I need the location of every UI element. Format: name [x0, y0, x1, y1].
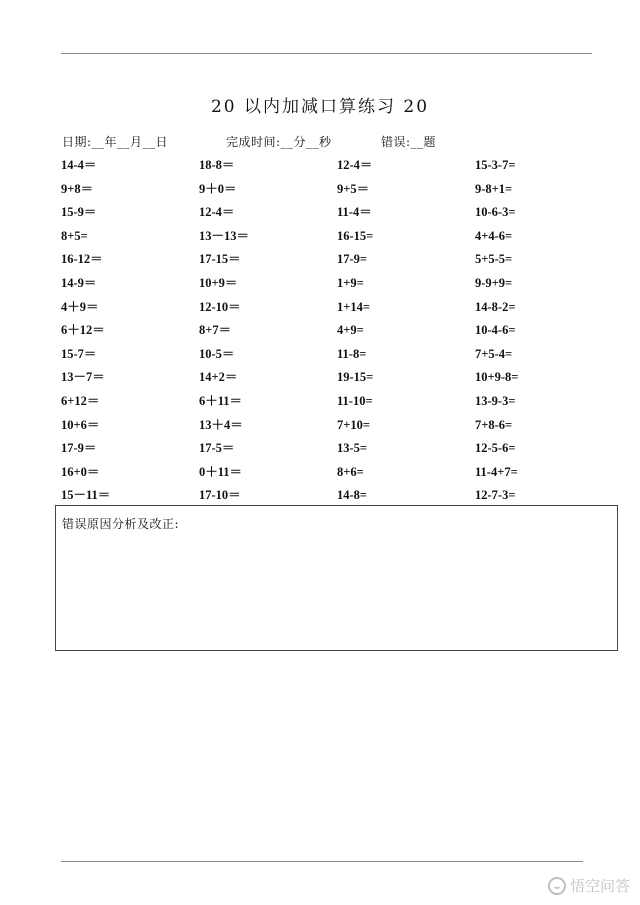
problem-cell: 16+0＝ [61, 464, 100, 479]
error-analysis-box [55, 505, 618, 651]
date-field: 日期:__年__月__日 [62, 135, 169, 149]
problem-cell: 4+9= [337, 323, 364, 338]
error-analysis-label: 错误原因分析及改正: [62, 517, 180, 531]
problem-cell: 8+7＝ [199, 323, 232, 338]
problem-cell: 19-15= [337, 370, 374, 385]
worksheet-title: 20 以内加减口算练习 20 [210, 97, 430, 117]
problem-cell: 0＋11＝ [199, 464, 243, 479]
problem-cell: 16-15= [337, 228, 374, 243]
problem-cell: 14-8= [337, 488, 368, 503]
problem-cell: 10+6＝ [61, 417, 100, 432]
problem-cell: 7+8-6= [475, 417, 513, 432]
problem-cell: 8+6= [337, 464, 364, 479]
problem-cell: 10-4-6= [475, 323, 516, 338]
problem-cell: 17-9= [337, 252, 368, 267]
problem-cell: 17-9＝ [61, 441, 97, 456]
problem-cell: 9＋0＝ [199, 181, 237, 196]
problem-cell: 6+12＝ [61, 393, 100, 408]
error-count-field: 错误:__题 [381, 135, 437, 149]
problem-cell: 12-5-6= [475, 441, 516, 456]
problem-cell: 17-10＝ [199, 488, 241, 503]
problem-cell: 7+10= [337, 417, 370, 432]
problem-cell: 10-6-3= [475, 205, 516, 220]
problem-cell: 15-3-7= [475, 158, 516, 172]
problem-cell: 12-10＝ [199, 299, 241, 314]
problem-cell: 7+5-4= [475, 346, 513, 361]
top-divider [61, 53, 592, 54]
problem-cell: 9-8+1= [475, 181, 513, 196]
problem-cell: 11-10= [337, 393, 373, 408]
problem-cell: 11-8= [337, 346, 367, 361]
problem-cell: 6＋11＝ [199, 393, 243, 408]
problem-cell: 9-9+9= [475, 275, 513, 290]
wukong-logo-icon [548, 877, 566, 895]
problem-cell: 1+9= [337, 275, 364, 290]
problem-cell: 4+4-6= [475, 228, 513, 243]
problem-cell: 13－13＝ [199, 228, 250, 243]
problem-cell: 4＋9＝ [61, 299, 99, 314]
problem-cell: 12-4＝ [199, 205, 235, 220]
problem-cell: 5+5-5= [475, 252, 513, 267]
problem-cell: 10+9＝ [199, 275, 238, 290]
problem-cell: 11-4＝ [337, 205, 372, 220]
problem-cell: 12-7-3= [475, 488, 516, 503]
problem-cell: 10+9-8= [475, 370, 519, 385]
completion-time-field: 完成时间:__分__秒 [226, 135, 332, 149]
problem-cell: 17-15＝ [199, 252, 241, 267]
problem-cell: 13-5= [337, 441, 368, 456]
problem-cell: 9+8＝ [61, 181, 94, 196]
problem-grid [61, 156, 601, 510]
watermark [548, 875, 630, 896]
problem-cell: 9+5＝ [337, 181, 370, 196]
problem-cell: 12-4＝ [337, 158, 373, 172]
problem-cell: 11-4+7= [475, 464, 518, 479]
problem-cell: 14+2＝ [199, 370, 238, 385]
problem-cell: 15－11＝ [61, 488, 111, 503]
problem-cell: 8+5= [61, 228, 88, 243]
problem-cell: 18-8＝ [199, 158, 235, 172]
problem-cell: 13-9-3= [475, 393, 516, 408]
problem-cell: 10-5＝ [199, 346, 235, 361]
problem-cell: 14-8-2= [475, 299, 516, 314]
problem-cell: 15-7＝ [61, 346, 97, 361]
problem-cell: 1+14= [337, 299, 370, 314]
watermark-text: 悟空问答 [569, 877, 630, 895]
problem-cell: 17-5＝ [199, 441, 235, 456]
problem-cell: 13－7＝ [61, 370, 105, 385]
bottom-divider [61, 861, 583, 862]
problem-cell: 15-9＝ [61, 205, 97, 220]
problem-cell: 13＋4＝ [199, 417, 243, 432]
problem-cell: 14-4＝ [61, 158, 97, 172]
problem-cell: 14-9＝ [61, 275, 97, 290]
problem-cell: 16-12＝ [61, 252, 103, 267]
problem-cell: 6＋12＝ [61, 323, 105, 338]
